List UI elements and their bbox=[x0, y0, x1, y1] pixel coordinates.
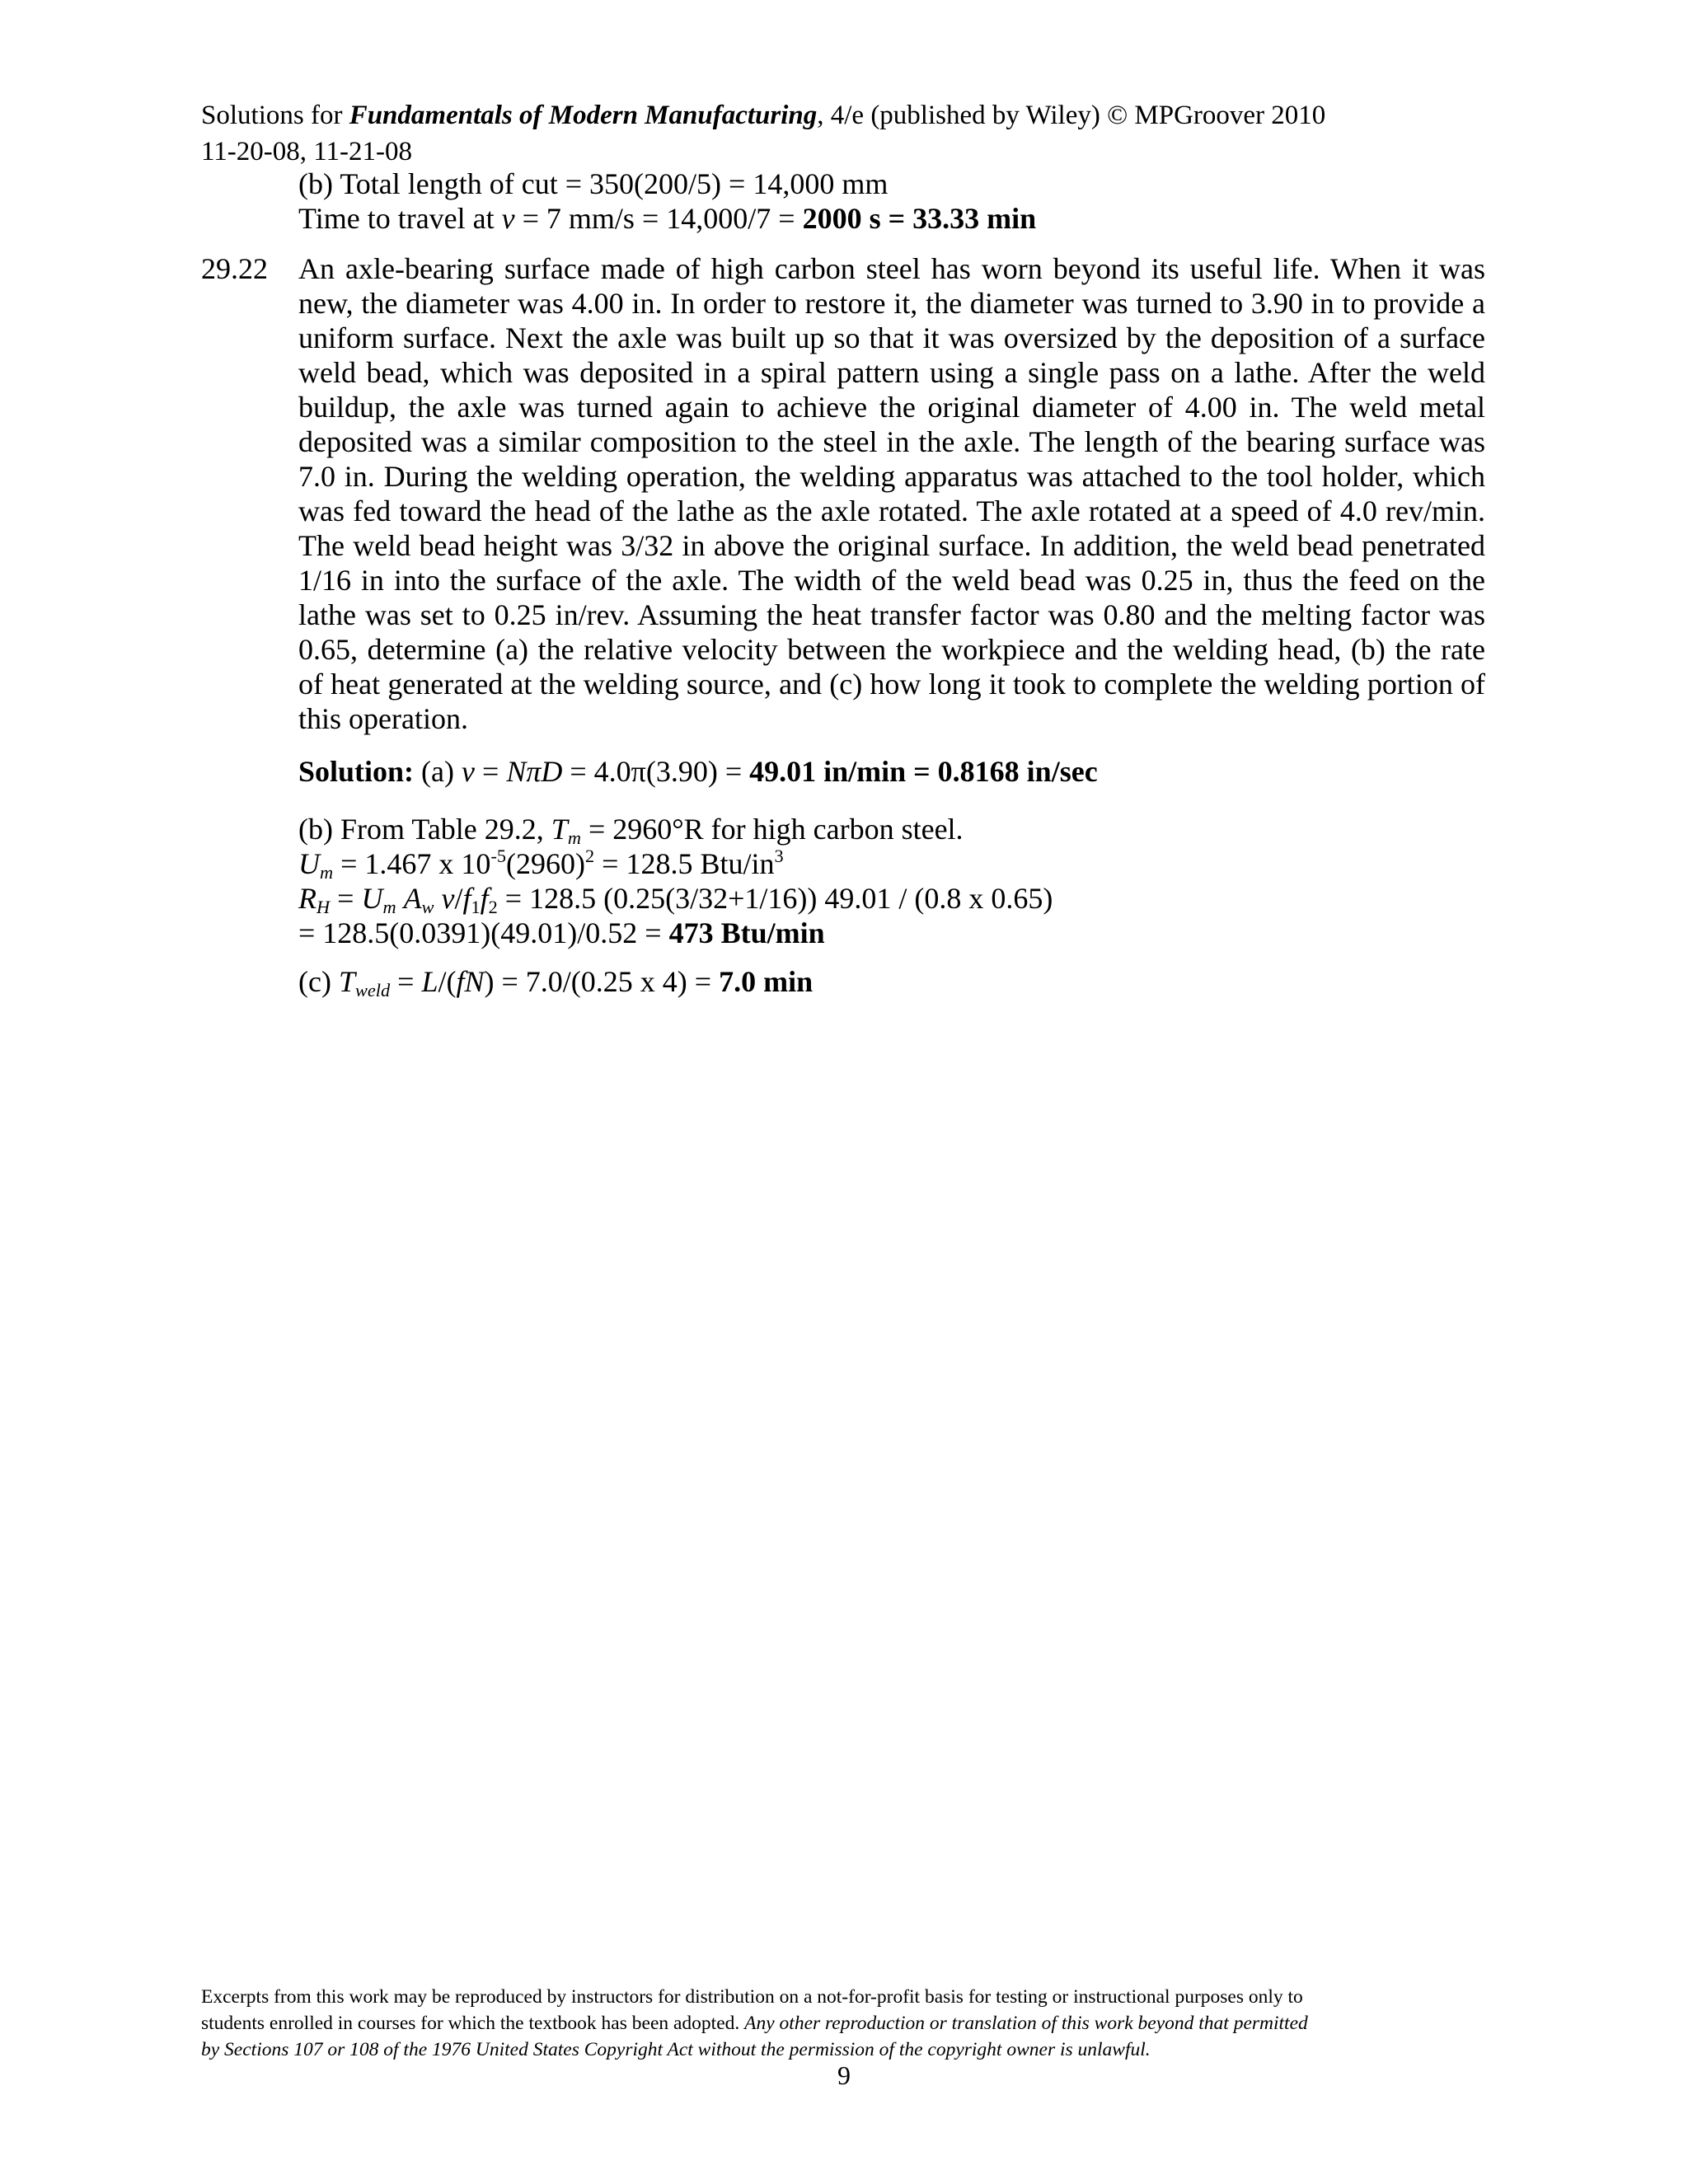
copyright-footer bbox=[201, 1984, 1487, 2063]
problem-number: 29.22 bbox=[201, 252, 268, 285]
book-title: Fundamentals of Modern Manufacturing bbox=[349, 101, 818, 130]
part-c-result: 7.0 min bbox=[719, 965, 814, 998]
part-b-result: 473 Btu/min bbox=[668, 916, 825, 949]
previous-solution-line-2: Time to travel at v = 7 mm/s = 14,000/7 = 2000 s = 33.33 min bbox=[298, 202, 1037, 235]
solution-part-a: Solution: (a) v = NπD = 4.0π(3.90) = 49.01 in/min = 0.8168 in/sec bbox=[298, 755, 1098, 788]
footer-line-2: students enrolled in courses for which the textbook has been adopted. Any other reproduction or translation of this work beyond that permitted bbox=[201, 2013, 1308, 2034]
footer-line-1: Excerpts from this work may be reproduced by instructors for distribution on a not-for-profit basis for testing or instructional purposes only to bbox=[201, 1986, 1303, 2008]
solution-part-c: (c) $T_{weld} = L/(fN) = 7.0/(0.25$ x 4) = 7.0 min bbox=[298, 965, 814, 1001]
previous-solution bbox=[298, 166, 1036, 236]
solution-part-b: (b) From Table 29.2, $T_m = 2960^\circ R$ for high carbon steel. $U_m = 1.467$ x $10^{-5}(2960)^2 = 128.5$ Btu/$in^3$ $R_H = U_m$ $A_w$ $v/f_1f_2 = 128.5$ (0.25(3/32+1/16)) 49.01 / (0.8 x 0.65) = 128.5(0.0391)(49.01)/0.52 = 473 Btu/min bbox=[298, 813, 1053, 949]
page-header bbox=[201, 97, 1325, 170]
solution-label: Solution: bbox=[298, 755, 415, 788]
header-dates: 11-20-08, 11-21-08 bbox=[201, 137, 413, 166]
page-number: 9 bbox=[837, 2060, 851, 2090]
header-line-1 bbox=[201, 97, 1325, 134]
footer-line-3: by Sections 107 or 108 of the 1976 United States Copyright Act without the permission of the copyright owner is unlawful. bbox=[201, 2039, 1151, 2060]
previous-result: 2000 s = 33.33 min bbox=[802, 202, 1037, 235]
header-suffix: , 4/e (published by Wiley) © MPGroover 2010 bbox=[817, 101, 1326, 130]
part-a-result: 49.01 in/min = 0.8168 in/sec bbox=[749, 755, 1098, 788]
problem-statement: An axle-bearing surface made of high carbon steel has worn beyond its useful life. When it was new, the diameter was 4.00 in. In order to restore it, the diameter was turned to 3.90 in to provide a uniform surface. Next the axle was built up so that it was oversized by the deposition of a surface weld bead, which was deposited in a spiral pattern using a single pass on a lathe. After the weld buildup, the axle was turned again to achieve the original diameter of 4.00 in. The weld metal deposited was a similar composition to the steel in the axle. The length of the bearing surface was 7.0 in. During the welding operation, the welding apparatus was attached to the tool holder, which was fed toward the head of the lathe as the axle rotated. The axle rotated at a speed of 4.0 rev/min. The weld bead height was 3/32 in above the original surface. In addition, the weld bead penetrated 1/16 in into the surface of the axle. The width of the weld bead was 0.25 in, thus the feed on the lathe was set to 0.25 in/rev. Assuming the heat transfer factor was 0.80 and the melting factor was 0.65, determine (a) the relative velocity between the workpiece and the welding head, (b) the rate of heat generated at the welding source, and (c) how long it took to complete the welding portion of this operation. bbox=[298, 252, 1485, 735]
header-prefix: Solutions for bbox=[201, 101, 349, 130]
previous-solution-line-1: (b) Total length of cut = 350(200/5) = 14,000 mm bbox=[298, 167, 889, 200]
